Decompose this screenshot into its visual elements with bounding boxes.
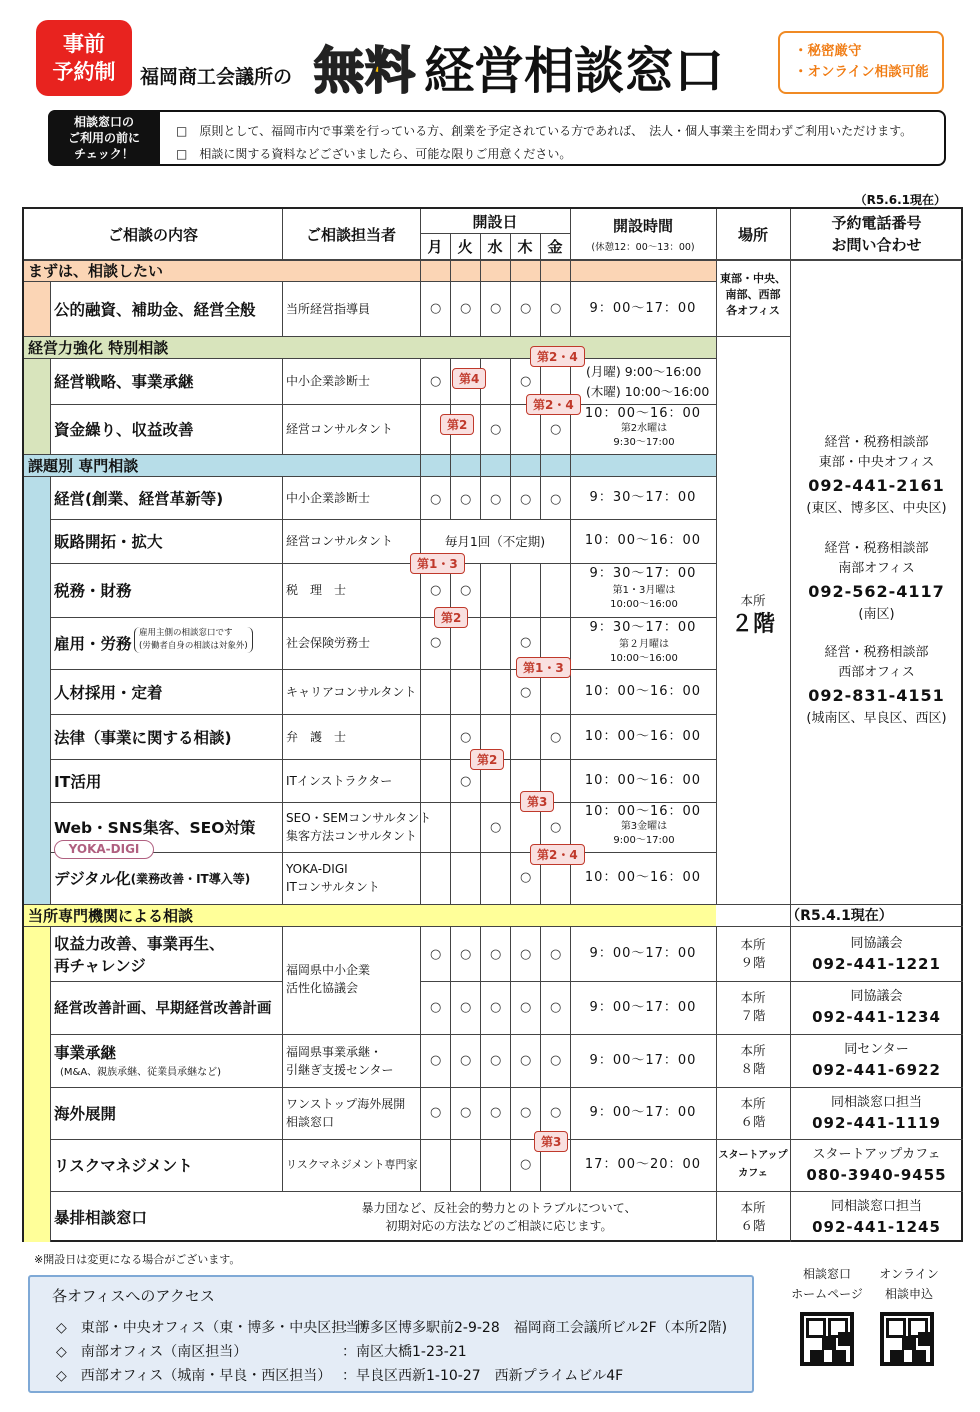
header-tue: 火 bbox=[457, 237, 473, 256]
mark: ○ bbox=[520, 301, 532, 316]
footnote: ※開設日は変更になる場合がございます。 bbox=[34, 1253, 241, 1266]
row-labor-time: 9：30～17：00 bbox=[589, 620, 697, 635]
row-anti-crime-location bbox=[716, 1199, 790, 1235]
row-improvement-plan-location-line1: 本所 bbox=[740, 990, 766, 1005]
qr-online-label-line2: 相談申込 bbox=[884, 1287, 933, 1301]
organization-name: 福岡商工会議所の bbox=[140, 66, 293, 88]
row-revitalization-location-line1: 本所 bbox=[740, 937, 766, 952]
access-box bbox=[28, 1275, 754, 1393]
mark: ○ bbox=[520, 1000, 532, 1015]
reservation-badge bbox=[36, 20, 132, 96]
row-digital-time: 10：00～16：00 bbox=[584, 870, 702, 885]
row-improvement-plan-location bbox=[716, 989, 790, 1025]
mark: ○ bbox=[490, 1000, 502, 1015]
mark: ○ bbox=[430, 492, 442, 507]
row-tax-time: 9：30～17：00 bbox=[589, 566, 697, 581]
mark: ○ bbox=[520, 1157, 532, 1172]
row-overseas-location bbox=[716, 1095, 790, 1131]
row-it-staff: ITインストラクター bbox=[286, 773, 393, 788]
row-legal: 法律（事業に関する相談) bbox=[54, 728, 232, 747]
row-digital-label: デジタル化 bbox=[54, 870, 131, 888]
notice-line1: □ 原則として、福岡市内で事業を行っている方、創業を予定されている方であれば、 法人・個人事業主を問わずご利用いただけます。 bbox=[176, 124, 913, 138]
office-south-area: (南区) bbox=[858, 607, 895, 622]
badge-line1: 事前 bbox=[63, 32, 105, 56]
row-it-time: 10：00～16：00 bbox=[584, 772, 702, 788]
mark: ○ bbox=[430, 1105, 442, 1120]
row-cash-flow-time: 10：00～16：00 bbox=[584, 406, 702, 421]
row-succession-contact bbox=[790, 1040, 963, 1080]
row-risk-location-line2: カフェ bbox=[738, 1168, 768, 1179]
mark: ○ bbox=[520, 635, 532, 650]
mark: ○ bbox=[490, 1105, 502, 1120]
row-risk-contact-name: スタートアップカフェ bbox=[812, 1147, 941, 1162]
row-tax-time-note-value: 10:00～16:00 bbox=[610, 599, 678, 610]
row-anti-crime-desc-line2: 初期対応の方法などのご相談に応じます。 bbox=[385, 1219, 613, 1233]
row-risk-location bbox=[716, 1147, 790, 1183]
row-legal-staff: 弁 護 士 bbox=[286, 729, 347, 744]
row-risk-staff: リスクマネジメント専門家 bbox=[286, 1158, 418, 1171]
row-web-time-note bbox=[572, 820, 716, 848]
row-succession-label: 事業承継 bbox=[54, 1044, 117, 1062]
row-risk: リスクマネジメント bbox=[54, 1157, 193, 1175]
mark: ○ bbox=[520, 685, 532, 700]
row-overseas: 海外展開 bbox=[54, 1105, 117, 1123]
row-revitalization-line2: 再チャレンジ bbox=[54, 957, 146, 975]
tag-3rd: 第3 bbox=[520, 791, 554, 812]
tag-2nd: 第2 bbox=[470, 749, 504, 770]
row-labor-staff: 社会保険労務士 bbox=[286, 636, 371, 650]
row-web-staff-line1: SEO・SEMコンサルタント bbox=[286, 811, 432, 825]
mark: ○ bbox=[430, 947, 442, 962]
row-anti-crime: 暴排相談窓口 bbox=[54, 1208, 148, 1227]
section-agencies: 当所専門機関による相談 bbox=[28, 906, 194, 925]
location-offices-line1: 東部・中央、 bbox=[720, 272, 786, 285]
row-labor-time-note-label: 第２月曜は bbox=[619, 639, 669, 650]
row-revitalization-contact-phone: 092-441-1221 bbox=[812, 955, 941, 973]
mark: ○ bbox=[550, 730, 562, 745]
mark: ○ bbox=[550, 492, 562, 507]
row-succession-contact-phone: 092-441-6922 bbox=[812, 1061, 941, 1079]
mark: ○ bbox=[520, 870, 532, 885]
row-cash-flow-time-note-value: 9:30～17:00 bbox=[613, 437, 675, 448]
header-content: ご相談の内容 bbox=[107, 225, 198, 244]
notice-heading-line2: ご利用の前に bbox=[67, 131, 140, 145]
row-strategy-time-mon: (月曜) 9:00～16:00 bbox=[586, 364, 702, 379]
row-revitalization-staff bbox=[286, 949, 370, 1009]
row-risk-location-line1: スタートアップ bbox=[718, 1150, 788, 1161]
notice-heading-line3: チェック！ bbox=[74, 147, 134, 161]
header-phone1: 予約電話番号 bbox=[831, 213, 922, 232]
location-main-2f bbox=[716, 592, 790, 640]
row-web-time-note-value: 9:00～17:00 bbox=[613, 835, 675, 846]
row-recruitment-time: 10：00～16：00 bbox=[584, 683, 702, 699]
location-main-floor: ２階 bbox=[730, 612, 775, 637]
row-cash-flow-time-note bbox=[572, 422, 716, 450]
row-overseas-time: 9：00～17：00 bbox=[589, 1105, 697, 1120]
row-web: Web・SNS集客、SEO対策 bbox=[54, 819, 256, 837]
row-web-time-note-label: 第3金曜は bbox=[620, 821, 668, 832]
mark: ○ bbox=[460, 492, 472, 507]
row-revitalization-contact-name: 同協議会 bbox=[850, 936, 903, 951]
office-east bbox=[790, 433, 963, 519]
row-overseas-location-line2: ６階 bbox=[740, 1114, 766, 1129]
tag-2nd-4th: 第2・4 bbox=[526, 394, 581, 415]
office-south-phone: 092-562-4117 bbox=[808, 582, 945, 601]
row-revitalization-location-line2: ９階 bbox=[740, 955, 766, 970]
row-anti-crime-contact bbox=[790, 1197, 963, 1237]
row-digital-staff-line2: ITコンサルタント bbox=[286, 880, 380, 894]
row-overseas-location-line1: 本所 bbox=[740, 1096, 766, 1111]
row-overseas-contact bbox=[790, 1093, 963, 1133]
section-expert: 課題別 専門相談 bbox=[28, 456, 139, 475]
mark: ○ bbox=[460, 301, 472, 316]
mark: ○ bbox=[460, 947, 472, 962]
row-succession bbox=[54, 1043, 221, 1083]
row-anti-crime-contact-name: 同相談窓口担当 bbox=[830, 1199, 922, 1214]
row-anti-crime-desc-line1: 暴力団など、反社会的勢力とのトラブルについて、 bbox=[361, 1201, 637, 1215]
header-thu: 木 bbox=[517, 237, 533, 256]
mark: ○ bbox=[490, 1053, 502, 1068]
row-public-finance: 公的融資、補助金、経営全般 bbox=[54, 300, 256, 319]
mark: ○ bbox=[430, 635, 442, 650]
row-anti-crime-contact-phone: 092-441-1245 bbox=[812, 1218, 941, 1236]
office-west-phone: 092-831-4151 bbox=[808, 686, 945, 705]
row-revitalization-line1: 収益力改善、事業再生、 bbox=[54, 935, 225, 953]
row-revitalization-staff-line2: 活性化協議会 bbox=[286, 981, 359, 995]
tag-2nd: 第2 bbox=[434, 607, 468, 628]
mark: ○ bbox=[520, 374, 532, 389]
row-sales-time: 10：00～16：00 bbox=[584, 533, 702, 548]
mark: ○ bbox=[520, 947, 532, 962]
row-improvement-plan-contact-name: 同協議会 bbox=[850, 989, 903, 1004]
header-fri: 金 bbox=[547, 237, 563, 256]
as-of-date: （R5.6.1現在） bbox=[854, 193, 946, 207]
section-first: まずは、相談したい bbox=[28, 261, 164, 280]
mark: ○ bbox=[490, 492, 502, 507]
header-phone2: お問い合わせ bbox=[831, 235, 922, 254]
row-management-staff: 中小企業診断士 bbox=[286, 490, 371, 505]
features-box bbox=[778, 31, 944, 94]
row-revitalization-staff-line1: 福岡県中小企業 bbox=[286, 963, 371, 977]
office-south-line1: 経営・税務相談部 bbox=[824, 541, 929, 556]
row-overseas-contact-phone: 092-441-1119 bbox=[812, 1114, 941, 1132]
mark: ○ bbox=[490, 820, 502, 835]
mark: ○ bbox=[550, 1105, 562, 1120]
row-overseas-staff-line1: ワンストップ海外展開 bbox=[286, 1097, 406, 1111]
access-east-name: ◇ 東部・中央オフィス（東・博多・中央区担当） bbox=[56, 1320, 374, 1336]
row-tax-time-note bbox=[572, 584, 716, 612]
qr-homepage-label bbox=[790, 1264, 864, 1304]
office-east-area: (東区、博多区、中央区) bbox=[806, 501, 947, 516]
row-labor: 雇用・労務 bbox=[54, 635, 132, 653]
qr-homepage-label-line2: ホームページ bbox=[791, 1287, 863, 1301]
tag-2nd: 第2 bbox=[440, 414, 474, 435]
page-title: 経営相談窓口 bbox=[424, 42, 724, 100]
row-strategy-staff: 中小企業診断士 bbox=[286, 374, 371, 388]
row-succession-contact-name: 同センター bbox=[844, 1042, 909, 1057]
row-digital-sub: (業務改善・IT導入等) bbox=[130, 871, 251, 886]
row-labor-time-note bbox=[572, 638, 716, 666]
section-management: 経営力強化 特別相談 bbox=[28, 338, 169, 357]
header-wed: 水 bbox=[487, 237, 503, 256]
row-management: 経営(創業、経営革新等) bbox=[54, 489, 224, 508]
office-south bbox=[790, 539, 963, 625]
row-web-time: 10：00～16：00 bbox=[584, 804, 702, 819]
header-staff: ご相談担当者 bbox=[305, 225, 396, 244]
row-public-finance-time: 9：00～17：00 bbox=[589, 300, 697, 316]
row-web-staff bbox=[286, 802, 431, 852]
office-east-line2: 東部・中央オフィス bbox=[818, 455, 935, 470]
access-west-name: ◇ 西部オフィス（城南・早良・西区担当） bbox=[56, 1368, 332, 1384]
access-title: 各オフィスへのアクセス bbox=[52, 1287, 215, 1305]
mark: ○ bbox=[430, 1000, 442, 1015]
row-labor-note-line2: (労働者自身の相談は対象外) bbox=[139, 641, 248, 651]
row-revitalization-time: 9：00～17：00 bbox=[589, 945, 697, 961]
header-mon: 月 bbox=[427, 237, 443, 256]
notice-heading bbox=[48, 110, 160, 166]
office-east-line1: 経営・税務相談部 bbox=[824, 435, 929, 450]
mark: ○ bbox=[520, 492, 532, 507]
mark: ○ bbox=[550, 422, 562, 437]
row-anti-crime-location-line1: 本所 bbox=[740, 1200, 766, 1215]
row-succession-staff bbox=[286, 1034, 394, 1087]
row-web-staff-line2: 集客方法コンサルタント bbox=[286, 829, 417, 843]
row-succession-staff-line1: 福岡県事業承継・ bbox=[286, 1044, 383, 1059]
row-succession-staff-line2: 引継ぎ支援センター bbox=[286, 1062, 394, 1077]
mark: ○ bbox=[460, 1105, 472, 1120]
row-improvement-plan-contact-phone: 092-441-1234 bbox=[812, 1008, 941, 1026]
row-succession-location bbox=[716, 1042, 790, 1078]
row-overseas-contact-name: 同相談窓口担当 bbox=[830, 1095, 922, 1110]
section-side-3 bbox=[24, 476, 50, 904]
row-risk-contact bbox=[790, 1145, 963, 1185]
row-risk-contact-phone: 080-3940-9455 bbox=[806, 1166, 947, 1184]
row-succession-location-line2: ８階 bbox=[740, 1061, 766, 1076]
row-strategy-time-thu: (木曜) 10:00～16:00 bbox=[586, 384, 710, 399]
access-south-name: ◇ 南部オフィス（南区担当） bbox=[56, 1344, 248, 1360]
row-revitalization bbox=[54, 933, 225, 977]
access-south-address: ：南区大橋1-23-21 bbox=[342, 1344, 467, 1360]
row-digital-staff bbox=[286, 852, 380, 904]
mark: ○ bbox=[430, 301, 442, 316]
row-cash-flow-time-note-label: 第2水曜は bbox=[620, 423, 668, 434]
row-labor-note bbox=[134, 627, 253, 653]
row-succession-time: 9：00～17：00 bbox=[589, 1052, 697, 1068]
row-cash-flow-staff: 経営コンサルタント bbox=[286, 422, 393, 436]
office-west-line2: 西部オフィス bbox=[838, 665, 915, 680]
row-public-finance-staff: 当所経営指導員 bbox=[286, 301, 371, 316]
row-labor-time-note-value: 10:00～16:00 bbox=[610, 653, 678, 664]
row-strategy: 経営戦略、事業承継 bbox=[54, 373, 194, 391]
mark: ○ bbox=[550, 820, 562, 835]
mark: ○ bbox=[430, 583, 442, 598]
mark: ○ bbox=[520, 1105, 532, 1120]
consultation-table bbox=[22, 207, 963, 1242]
feature-online: ・オンライン相談可能 bbox=[794, 64, 929, 80]
row-overseas-staff-line2: 相談窓口 bbox=[286, 1115, 335, 1129]
tag-2nd-4th: 第2・4 bbox=[530, 346, 585, 367]
tag-3rd: 第3 bbox=[534, 1131, 568, 1152]
section-side-2 bbox=[24, 358, 50, 454]
section-agencies-asof: （R5.4.1現在） bbox=[786, 908, 893, 924]
row-tax-staff: 税 理 士 bbox=[286, 583, 347, 597]
access-west-address: ：早良区西新1-10-27 西新プライムビル4F bbox=[342, 1368, 624, 1384]
yoka-digi-logo: YOKA-DIGI bbox=[54, 840, 154, 859]
mark: ○ bbox=[460, 730, 472, 745]
mark: ○ bbox=[550, 1053, 562, 1068]
header-time: 開設時間 bbox=[612, 216, 673, 235]
mark: ○ bbox=[460, 1000, 472, 1015]
tag-1st-3rd: 第1・3 bbox=[516, 657, 571, 678]
row-improvement-plan-location-line2: ７階 bbox=[740, 1008, 766, 1023]
mark: ○ bbox=[460, 1053, 472, 1068]
row-succession-sub: (M&A、親族承継、従業員承継など) bbox=[60, 1067, 222, 1078]
access-east-address: ：博多区博多駅前2-9-28 福岡商工会議所ビル2F（本所2階) bbox=[342, 1320, 728, 1336]
row-sales-days: 毎月1回（不定期) bbox=[444, 534, 546, 549]
office-south-line2: 南部オフィス bbox=[838, 561, 915, 576]
qr-code-homepage-icon[interactable] bbox=[800, 1312, 854, 1366]
row-revitalization-contact bbox=[790, 934, 963, 974]
section-side-4 bbox=[24, 926, 50, 1242]
location-main-label: 本所 bbox=[740, 593, 766, 608]
notice-heading-line1: 相談窓口の bbox=[73, 115, 134, 129]
location-offices bbox=[716, 271, 790, 319]
row-legal-time: 10：00～16：00 bbox=[584, 728, 702, 744]
row-revitalization-location bbox=[716, 936, 790, 972]
office-west-line1: 経営・税務相談部 bbox=[824, 645, 929, 660]
row-recruitment: 人材採用・定着 bbox=[54, 683, 163, 702]
row-digital-staff-line1: YOKA-DIGI bbox=[286, 862, 348, 876]
row-strategy-time bbox=[586, 362, 709, 402]
qr-online-label bbox=[872, 1264, 946, 1304]
row-anti-crime-desc bbox=[282, 1199, 716, 1235]
mark: ○ bbox=[430, 374, 442, 389]
row-sales: 販路開拓・拡大 bbox=[54, 533, 163, 551]
location-offices-line3: 各オフィス bbox=[726, 304, 780, 317]
qr-code-online-icon[interactable] bbox=[880, 1312, 934, 1366]
qr-homepage-label-line1: 相談窓口 bbox=[802, 1267, 851, 1281]
mark: ○ bbox=[520, 1053, 532, 1068]
row-it: IT活用 bbox=[54, 772, 102, 791]
header-time-sub: (休憩12：00～13：00) bbox=[591, 242, 695, 253]
free-label: 無料 bbox=[314, 42, 416, 100]
notice-line2: □ 相談に関する資料などございましたら、可能な限りご用意ください。 bbox=[176, 147, 572, 161]
row-tax: 税務・財務 bbox=[54, 582, 132, 600]
office-west bbox=[790, 643, 963, 729]
mark: ○ bbox=[550, 1000, 562, 1015]
row-anti-crime-location-line2: ６階 bbox=[740, 1218, 766, 1233]
row-tax-time-note-label: 第1・3月曜は bbox=[612, 585, 676, 596]
qr-online-label-line1: オンライン bbox=[879, 1267, 939, 1281]
mark: ○ bbox=[430, 1053, 442, 1068]
feature-confidential: ・秘密厳守 bbox=[794, 43, 862, 59]
row-management-time: 9：30～17：00 bbox=[589, 489, 697, 505]
mark: ○ bbox=[490, 301, 502, 316]
row-sales-staff: 経営コンサルタント bbox=[286, 534, 393, 548]
row-cash-flow: 資金繰り、収益改善 bbox=[54, 421, 194, 439]
mark: ○ bbox=[460, 774, 472, 789]
header-days: 開設日 bbox=[472, 212, 518, 231]
mark: ○ bbox=[490, 947, 502, 962]
office-east-phone: 092-441-2161 bbox=[808, 476, 945, 495]
row-succession-location-line1: 本所 bbox=[740, 1043, 766, 1058]
row-improvement-plan-time: 9：00～17：00 bbox=[589, 999, 697, 1015]
row-risk-time: 17：00～20：00 bbox=[584, 1157, 702, 1172]
row-overseas-staff bbox=[286, 1087, 405, 1139]
row-labor-note-line1: 雇用主側の相談窓口です bbox=[139, 628, 233, 638]
row-improvement-plan-contact bbox=[790, 987, 963, 1027]
mark: ○ bbox=[460, 583, 472, 598]
row-improvement-plan: 経営改善計画、早期経営改善計画 bbox=[54, 1001, 272, 1017]
tag-2nd-4th: 第2・4 bbox=[530, 844, 585, 865]
tag-1st-3rd: 第1・3 bbox=[410, 553, 465, 574]
office-west-area: (城南区、早良区、西区) bbox=[806, 711, 947, 726]
badge-line2: 予約制 bbox=[52, 60, 116, 84]
location-offices-line2: 南部、西部 bbox=[725, 288, 781, 301]
mark: ○ bbox=[490, 422, 502, 437]
section-side-1 bbox=[24, 281, 50, 336]
header-place: 場所 bbox=[737, 225, 768, 244]
tag-4th: 第4 bbox=[452, 368, 486, 389]
row-recruitment-staff: キャリアコンサルタント bbox=[286, 684, 417, 699]
mark: ○ bbox=[550, 947, 562, 962]
row-digital bbox=[54, 852, 250, 904]
mark: ○ bbox=[550, 301, 562, 316]
